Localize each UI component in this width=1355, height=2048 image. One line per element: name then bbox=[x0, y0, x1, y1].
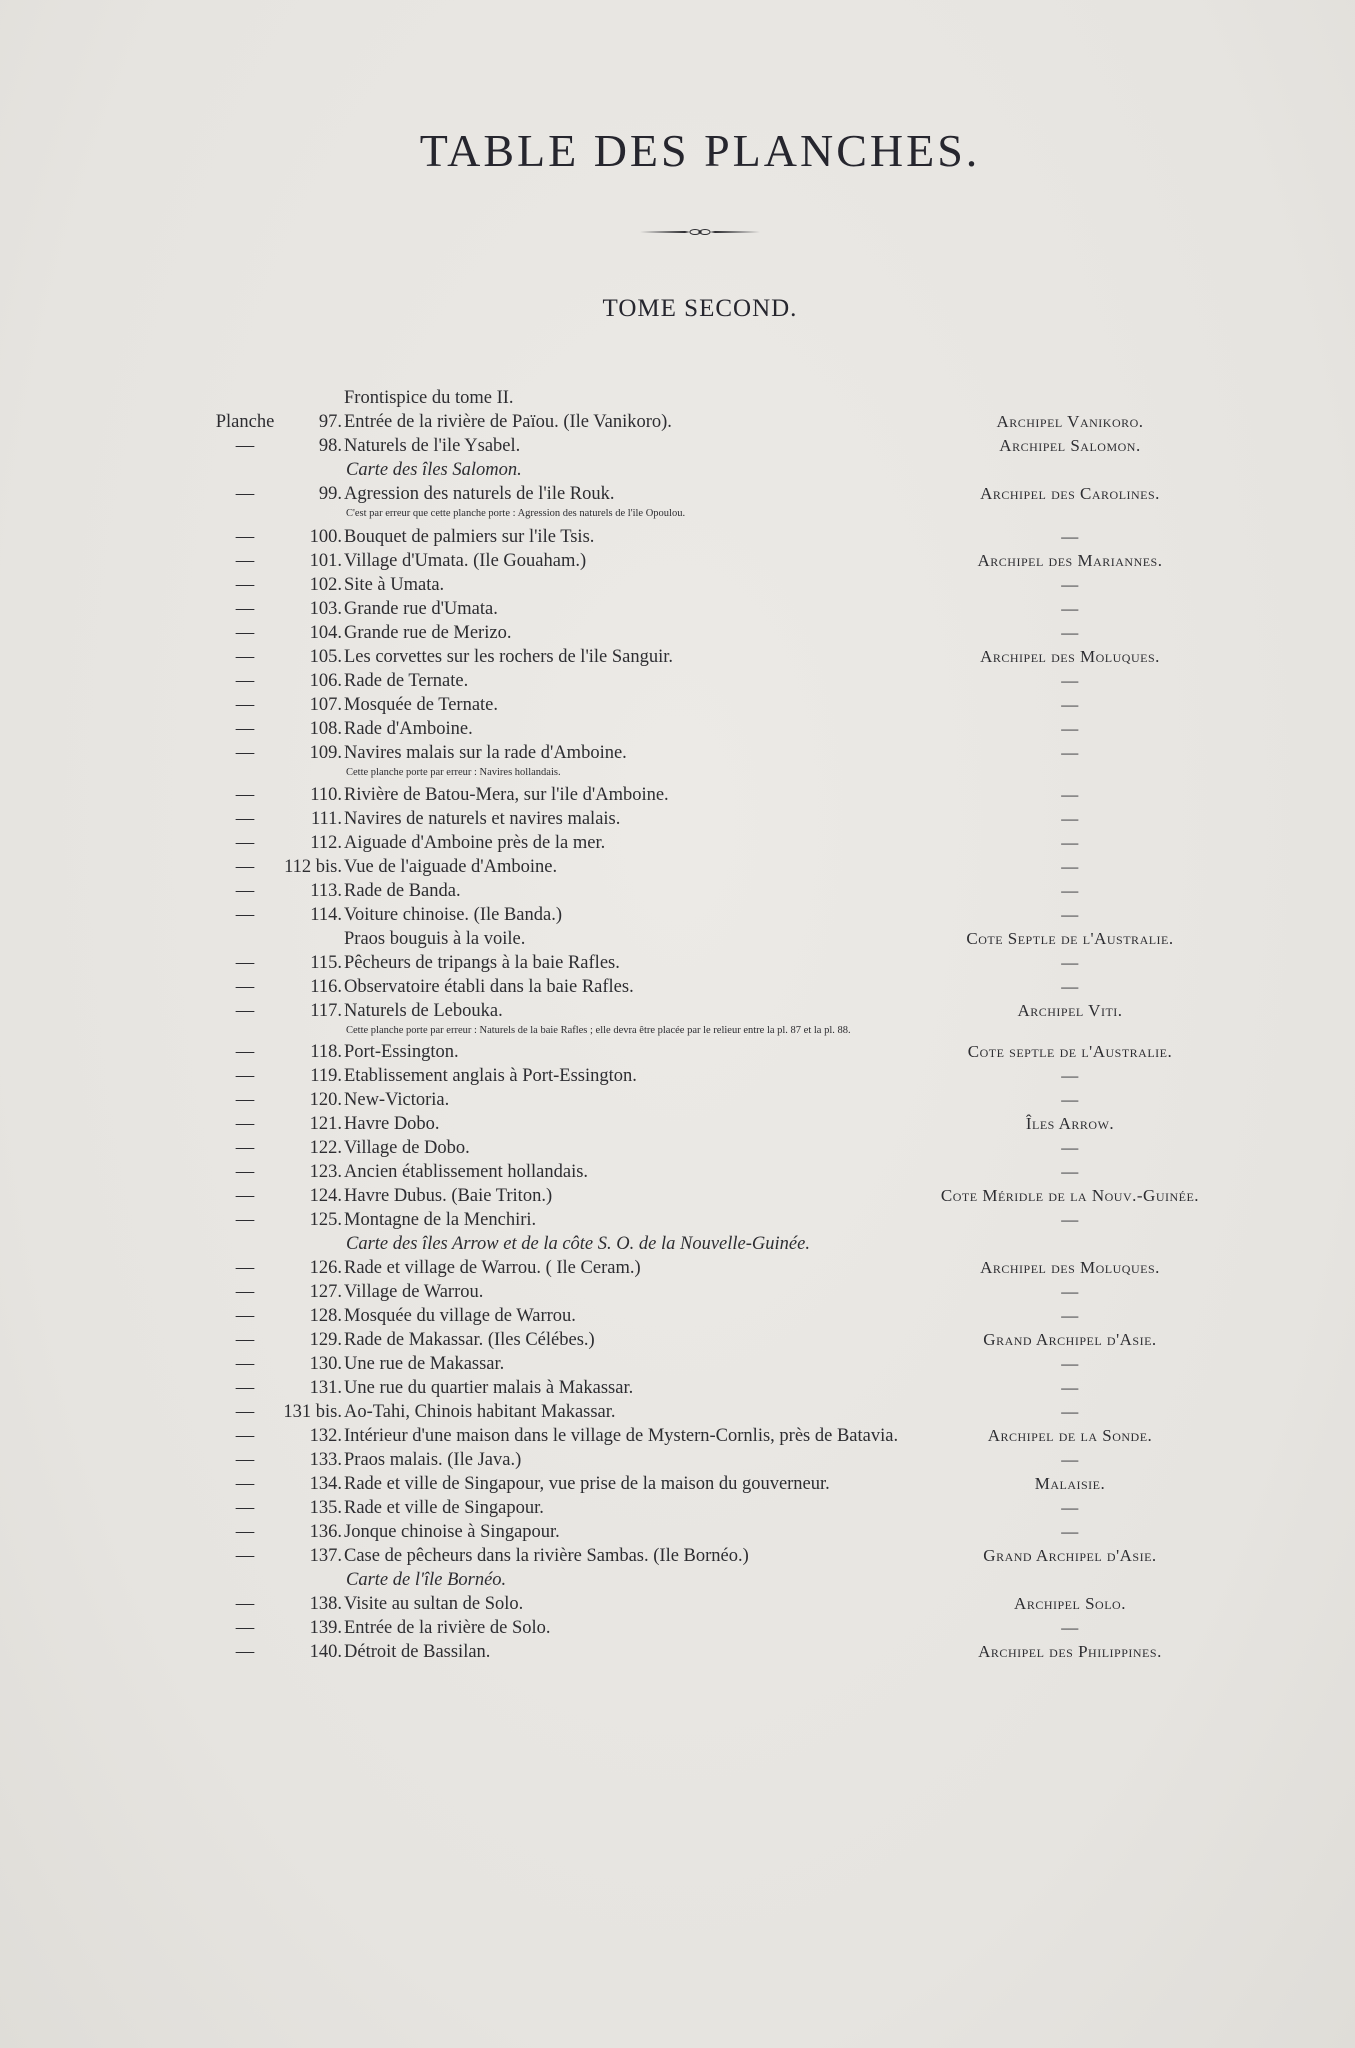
plate-description: Havre Dobo. bbox=[344, 1114, 440, 1134]
plate-number: 114. bbox=[310, 905, 342, 925]
plate-region: — bbox=[1061, 1522, 1079, 1541]
planche-label: — bbox=[235, 977, 255, 997]
planche-label: — bbox=[235, 1618, 255, 1638]
plate-description: Ancien établissement hollandais. bbox=[344, 1162, 589, 1182]
map-entry bbox=[0, 1232, 1355, 1256]
plate-description: Les corvettes sur les rochers de l'ile Sanguir. bbox=[344, 647, 674, 667]
erratum-note bbox=[0, 765, 1355, 781]
planche-label: — bbox=[235, 1522, 255, 1542]
planche-label: — bbox=[235, 1042, 255, 1062]
planche-label: — bbox=[235, 436, 255, 456]
planche-label: — bbox=[235, 1426, 255, 1446]
plate-region: — bbox=[1061, 1090, 1079, 1109]
plate-entry bbox=[0, 855, 1355, 879]
plate-region: Grand Archipel d'Asie. bbox=[983, 1330, 1157, 1349]
plate-description: Rade de Makassar. (Iles Célébes.) bbox=[344, 1330, 595, 1350]
plate-description: Carte des îles Salomon. bbox=[346, 460, 522, 480]
plate-entry bbox=[0, 410, 1355, 434]
plate-entry bbox=[0, 1496, 1355, 1520]
plate-entry bbox=[0, 831, 1355, 855]
plate-description: Navires malais sur la rade d'Amboine. bbox=[344, 743, 627, 763]
plate-entry bbox=[0, 1520, 1355, 1544]
plate-description: Praos bouguis à la voile. bbox=[344, 929, 526, 949]
plate-region: Grand Archipel d'Asie. bbox=[983, 1546, 1157, 1565]
plate-number: 122. bbox=[309, 1138, 342, 1158]
plate-region: — bbox=[1061, 719, 1079, 738]
plate-description: Case de pêcheurs dans la rivière Sambas. (Ile Bornéo.) bbox=[344, 1546, 749, 1566]
plate-region: — bbox=[1061, 599, 1079, 618]
plate-entry bbox=[0, 1592, 1355, 1616]
plate-number: 118. bbox=[310, 1042, 342, 1062]
plate-description: C'est par erreur que cette planche porte : Agression des naturels de l'ile Opoulou. bbox=[346, 508, 686, 519]
plate-description: Une rue du quartier malais à Makassar. bbox=[344, 1378, 634, 1398]
plate-description: Jonque chinoise à Singapour. bbox=[344, 1522, 560, 1542]
planche-label: — bbox=[235, 833, 255, 853]
plate-number: 111. bbox=[310, 809, 342, 829]
plate-region: — bbox=[1061, 1138, 1079, 1157]
plate-region: — bbox=[1061, 1402, 1079, 1421]
plate-entry bbox=[0, 549, 1355, 573]
plate-number: 124. bbox=[309, 1186, 342, 1206]
planche-label: — bbox=[235, 1306, 255, 1326]
plate-region: Archipel des Moluques. bbox=[980, 1258, 1160, 1277]
plate-number: 121. bbox=[309, 1114, 342, 1134]
erratum-note bbox=[0, 1023, 1355, 1039]
plate-entry bbox=[0, 741, 1355, 765]
plate-entry bbox=[0, 621, 1355, 645]
plate-number: 102. bbox=[309, 575, 342, 595]
plate-entry bbox=[0, 645, 1355, 669]
plate-entry bbox=[0, 1304, 1355, 1328]
planche-label: — bbox=[235, 551, 255, 571]
planche-label: — bbox=[235, 809, 255, 829]
plate-entry bbox=[0, 1040, 1355, 1064]
plate-region: — bbox=[1061, 833, 1079, 852]
plate-region: Archipel de la Sonde. bbox=[987, 1426, 1153, 1445]
plate-region: Archipel Solo. bbox=[1014, 1594, 1126, 1613]
plate-region: — bbox=[1061, 857, 1079, 876]
plate-description: Rade d'Amboine. bbox=[344, 719, 473, 739]
plate-number: 133. bbox=[309, 1450, 342, 1470]
plate-region: — bbox=[1061, 1498, 1079, 1517]
plate-entry bbox=[0, 1472, 1355, 1496]
plate-number: 129. bbox=[309, 1330, 342, 1350]
plate-entry bbox=[0, 783, 1355, 807]
plate-entry bbox=[0, 1376, 1355, 1400]
plate-region: Cote Septle de l'Australie. bbox=[966, 929, 1174, 948]
plate-number: 100. bbox=[309, 527, 342, 547]
planche-label: — bbox=[235, 1186, 255, 1206]
plate-description: Port-Essington. bbox=[344, 1042, 459, 1062]
plate-number: 139. bbox=[309, 1618, 342, 1638]
plate-region: Îles Arrow. bbox=[1025, 1114, 1115, 1133]
plate-number: 132. bbox=[309, 1426, 342, 1446]
plate-entry bbox=[0, 1328, 1355, 1352]
plate-number: 108. bbox=[309, 719, 342, 739]
page-title: TABLE DES PLANCHES. bbox=[419, 125, 981, 176]
plate-number: 112. bbox=[310, 833, 342, 853]
plate-description: Naturels de Lebouka. bbox=[344, 1001, 503, 1021]
plate-number: 101. bbox=[309, 551, 342, 571]
plate-number: 126. bbox=[309, 1258, 342, 1278]
plate-description: Rivière de Batou-Mera, sur l'ile d'Amboine. bbox=[344, 785, 669, 805]
plate-description: Agression des naturels de l'ile Rouk. bbox=[344, 484, 615, 504]
plate-number: 123. bbox=[309, 1162, 342, 1182]
planche-label: — bbox=[235, 719, 255, 739]
planche-label: — bbox=[235, 1001, 255, 1021]
plate-region: — bbox=[1061, 809, 1079, 828]
planche-label: — bbox=[235, 1114, 255, 1134]
plate-number: 128. bbox=[309, 1306, 342, 1326]
plate-description: Rade de Ternate. bbox=[344, 671, 469, 691]
plate-description: Une rue de Makassar. bbox=[344, 1354, 505, 1374]
plate-entry bbox=[0, 597, 1355, 621]
plate-entry bbox=[0, 669, 1355, 693]
plate-number: 130. bbox=[309, 1354, 342, 1374]
plate-region: — bbox=[1061, 785, 1079, 804]
plate-entry bbox=[0, 573, 1355, 597]
plate-description: Grande rue d'Umata. bbox=[344, 599, 498, 619]
plate-entry bbox=[0, 1544, 1355, 1568]
plate-entry bbox=[0, 1424, 1355, 1448]
plate-description: Vue de l'aiguade d'Amboine. bbox=[344, 857, 558, 877]
plate-number: 103. bbox=[309, 599, 342, 619]
plate-description: New-Victoria. bbox=[344, 1090, 450, 1110]
plate-entry bbox=[0, 1448, 1355, 1472]
plate-entry bbox=[0, 1640, 1355, 1664]
plate-description: Village d'Umata. (Ile Gouaham.) bbox=[344, 551, 587, 571]
planche-label: — bbox=[235, 695, 255, 715]
plate-description: Navires de naturels et navires malais. bbox=[344, 809, 621, 829]
plate-entry bbox=[0, 1136, 1355, 1160]
plate-number: 140. bbox=[309, 1642, 342, 1662]
plate-description: Cette planche porte par erreur : Navires hollandais. bbox=[346, 767, 561, 778]
plate-number: 109. bbox=[309, 743, 342, 763]
plate-entry bbox=[0, 903, 1355, 927]
plate-number: 127. bbox=[309, 1282, 342, 1302]
planche-label: — bbox=[235, 905, 255, 925]
plate-entry bbox=[0, 1184, 1355, 1208]
plate-region: — bbox=[1061, 623, 1079, 642]
plate-entry bbox=[0, 975, 1355, 999]
plate-number: 97. bbox=[318, 412, 342, 432]
plate-description: Mosquée de Ternate. bbox=[344, 695, 499, 715]
plate-entry bbox=[0, 482, 1355, 506]
plate-description: Observatoire établi dans la baie Rafles. bbox=[344, 977, 634, 997]
planche-label: — bbox=[235, 527, 255, 547]
planche-label: — bbox=[235, 1066, 255, 1086]
plate-region: — bbox=[1061, 1618, 1079, 1637]
plate-description: Ao-Tahi, Chinois habitant Makassar. bbox=[344, 1402, 616, 1422]
planche-label: — bbox=[235, 484, 255, 504]
planche-label: — bbox=[235, 1402, 255, 1422]
plate-region: Archipel des Carolines. bbox=[980, 484, 1160, 503]
plate-region: Archipel Vanikoro. bbox=[996, 412, 1144, 431]
plate-region: — bbox=[1061, 953, 1079, 972]
planche-label: — bbox=[235, 599, 255, 619]
plate-number: 125. bbox=[309, 1210, 342, 1230]
planche-label: — bbox=[235, 623, 255, 643]
plate-region: — bbox=[1061, 671, 1079, 690]
plate-region: Archipel des Philippines. bbox=[978, 1642, 1162, 1661]
planche-label: — bbox=[235, 1450, 255, 1470]
plate-number: 105. bbox=[309, 647, 342, 667]
plate-region: — bbox=[1061, 743, 1079, 762]
erratum-note bbox=[0, 506, 1355, 522]
plate-entry bbox=[0, 1280, 1355, 1304]
planche-label: — bbox=[235, 1330, 255, 1350]
map-entry bbox=[0, 1568, 1355, 1592]
planche-label: — bbox=[235, 1162, 255, 1182]
planche-label: — bbox=[235, 1378, 255, 1398]
planche-label: — bbox=[235, 1594, 255, 1614]
plate-number: 120. bbox=[309, 1090, 342, 1110]
plate-region: — bbox=[1061, 1066, 1079, 1085]
plate-number: 106. bbox=[309, 671, 342, 691]
plate-description: Village de Warrou. bbox=[344, 1282, 484, 1302]
plate-description: Havre Dubus. (Baie Triton.) bbox=[344, 1186, 553, 1206]
plate-number: 115. bbox=[310, 953, 342, 973]
plate-description: Entrée de la rivière de Païou. (Ile Vanikoro). bbox=[344, 412, 672, 432]
plate-region: — bbox=[1061, 1282, 1079, 1301]
planche-label: — bbox=[235, 1642, 255, 1662]
plate-region: — bbox=[1061, 1378, 1079, 1397]
plate-entry bbox=[0, 927, 1355, 951]
planche-label: — bbox=[235, 1474, 255, 1494]
planche-label: — bbox=[235, 857, 255, 877]
planche-label: — bbox=[235, 953, 255, 973]
plate-number: 137. bbox=[309, 1546, 342, 1566]
plate-region: Archipel Viti. bbox=[1017, 1001, 1123, 1020]
plate-number: 116. bbox=[310, 977, 342, 997]
plate-entry bbox=[0, 1400, 1355, 1424]
plate-number: 119. bbox=[310, 1066, 342, 1086]
plate-entry bbox=[0, 807, 1355, 831]
plate-number: 135. bbox=[309, 1498, 342, 1518]
plate-region: — bbox=[1061, 977, 1079, 996]
plate-number: 113. bbox=[310, 881, 342, 901]
plate-region: — bbox=[1061, 527, 1079, 546]
plate-entry bbox=[0, 1160, 1355, 1184]
plate-description: Montagne de la Menchiri. bbox=[344, 1210, 537, 1230]
plate-description: Rade et ville de Singapour, vue prise de la maison du gouverneur. bbox=[344, 1474, 830, 1494]
plate-region: — bbox=[1061, 905, 1079, 924]
plate-entry bbox=[0, 1112, 1355, 1136]
planche-label: — bbox=[235, 647, 255, 667]
planche-label: — bbox=[235, 671, 255, 691]
planche-label: — bbox=[235, 1210, 255, 1230]
plate-entry bbox=[0, 1064, 1355, 1088]
plate-entry bbox=[0, 951, 1355, 975]
plate-description: Pêcheurs de tripangs à la baie Rafles. bbox=[344, 953, 620, 973]
planche-label: — bbox=[235, 785, 255, 805]
plate-number: 131 bis. bbox=[283, 1402, 342, 1422]
plate-number: 99. bbox=[318, 484, 342, 504]
plate-region: Cote Méridle de la Nouv.-Guinée. bbox=[940, 1186, 1200, 1205]
plate-description: Carte des îles Arrow et de la côte S. O. de la Nouvelle-Guinée. bbox=[346, 1234, 810, 1254]
plate-entry bbox=[0, 717, 1355, 741]
planche-label: Planche bbox=[215, 412, 275, 432]
planche-label: — bbox=[235, 1498, 255, 1518]
plate-region: — bbox=[1061, 1450, 1079, 1469]
plate-region: Archipel des Mariannes. bbox=[977, 551, 1163, 570]
planche-label: — bbox=[235, 1354, 255, 1374]
plate-entry bbox=[0, 1208, 1355, 1232]
plate-region: — bbox=[1061, 575, 1079, 594]
plate-number: 117. bbox=[310, 1001, 342, 1021]
plate-description: Bouquet de palmiers sur l'ile Tsis. bbox=[344, 527, 595, 547]
plate-region: — bbox=[1061, 1354, 1079, 1373]
plate-region: Cote septle de l'Australie. bbox=[967, 1042, 1173, 1061]
plate-description: Rade et ville de Singapour. bbox=[344, 1498, 544, 1518]
plate-number: 136. bbox=[309, 1522, 342, 1542]
plate-region: Malaisie. bbox=[1034, 1474, 1106, 1493]
plate-description: Rade de Banda. bbox=[344, 881, 461, 901]
plate-description: Naturels de l'ile Ysabel. bbox=[344, 436, 521, 456]
plate-number: 138. bbox=[309, 1594, 342, 1614]
plate-description: Détroit de Bassilan. bbox=[344, 1642, 491, 1662]
map-entry bbox=[0, 458, 1355, 482]
plate-description: Intérieur d'une maison dans le village de Mystern-Cornlis, près de Batavia. bbox=[344, 1426, 899, 1446]
planche-label: — bbox=[235, 575, 255, 595]
plate-description: Praos malais. (Ile Java.) bbox=[344, 1450, 522, 1470]
plate-entry bbox=[0, 879, 1355, 903]
plate-region: — bbox=[1061, 881, 1079, 900]
plate-region: Archipel Salomon. bbox=[999, 436, 1141, 455]
plate-entry bbox=[0, 693, 1355, 717]
plate-entry bbox=[0, 1256, 1355, 1280]
plate-description: Site à Umata. bbox=[344, 575, 445, 595]
plate-description: Frontispice du tome II. bbox=[344, 388, 514, 408]
plate-region: — bbox=[1061, 1306, 1079, 1325]
plate-entry bbox=[0, 1616, 1355, 1640]
plate-description: Voiture chinoise. (Ile Banda.) bbox=[344, 905, 562, 925]
plate-region: — bbox=[1061, 695, 1079, 714]
planche-label: — bbox=[235, 1090, 255, 1110]
plate-number: 112 bis. bbox=[284, 857, 342, 877]
plate-region: Archipel des Moluques. bbox=[980, 647, 1160, 666]
plate-entry bbox=[0, 525, 1355, 549]
planche-label: — bbox=[235, 1138, 255, 1158]
plate-region: — bbox=[1061, 1162, 1079, 1181]
plate-description: Grande rue de Merizo. bbox=[344, 623, 512, 643]
plate-number: 134. bbox=[309, 1474, 342, 1494]
ornament-divider bbox=[640, 226, 760, 238]
plate-description: Entrée de la rivière de Solo. bbox=[344, 1618, 551, 1638]
plate-description: Mosquée du village de Warrou. bbox=[344, 1306, 576, 1326]
plate-entry bbox=[0, 1088, 1355, 1112]
plate-number: 98. bbox=[318, 436, 342, 456]
plate-description: Aiguade d'Amboine près de la mer. bbox=[344, 833, 606, 853]
plate-description: Carte de l'île Bornéo. bbox=[346, 1570, 507, 1590]
plate-description: Rade et village de Warrou. ( Ile Ceram.) bbox=[344, 1258, 641, 1278]
volume-subtitle: TOME SECOND. bbox=[602, 295, 798, 322]
planche-label: — bbox=[235, 1282, 255, 1302]
plate-entry bbox=[0, 999, 1355, 1023]
plate-entry bbox=[0, 1352, 1355, 1376]
plate-description: Cette planche porte par erreur : Naturels de la baie Rafles ; elle devra être placée par le relieur entre la pl. 87 et la pl. 88. bbox=[346, 1025, 851, 1036]
planche-label: — bbox=[235, 743, 255, 763]
plate-number: 110. bbox=[310, 785, 342, 805]
plate-entry bbox=[0, 434, 1355, 458]
plate-description: Village de Dobo. bbox=[344, 1138, 470, 1158]
planche-label: — bbox=[235, 881, 255, 901]
plate-number: 107. bbox=[309, 695, 342, 715]
plate-entry bbox=[0, 386, 1355, 410]
plate-number: 104. bbox=[309, 623, 342, 643]
plate-number: 131. bbox=[309, 1378, 342, 1398]
planche-label: — bbox=[235, 1546, 255, 1566]
plate-region: — bbox=[1061, 1210, 1079, 1229]
plate-description: Visite au sultan de Solo. bbox=[344, 1594, 524, 1614]
planche-label: — bbox=[235, 1258, 255, 1278]
plate-description: Etablissement anglais à Port-Essington. bbox=[344, 1066, 637, 1086]
